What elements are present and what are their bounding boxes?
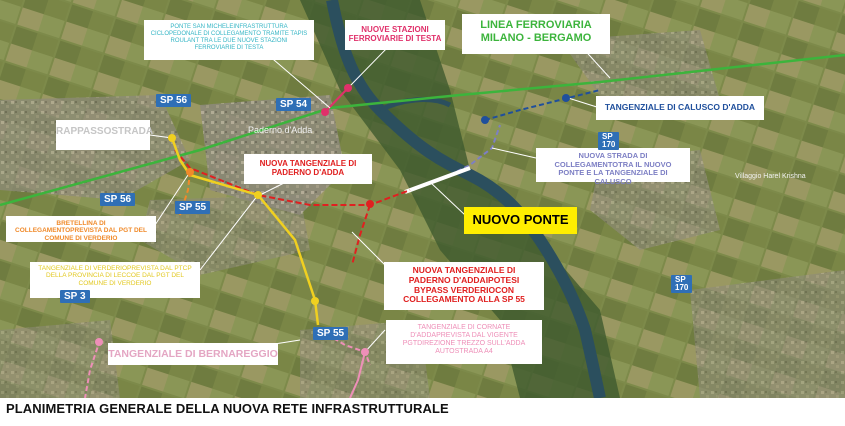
label-tangenziale-bernareggio: TANGENZIALE DI BERNAREGGIO: [108, 343, 278, 365]
label-nuova-strada: NUOVA STRADA DI COLLEGAMENTOTRA IL NUOVO PONTE E LA TANGENZIALE DI CALUSCO: [536, 148, 690, 182]
map-caption: PLANIMETRIA GENERALE DELLA NUOVA RETE INFRASTRUTTURALE: [6, 401, 449, 416]
label-tangenziale-verderio: TANGENZIALE DI VERDERIOPREVISTA DAL PTCP DELLA PROVINCIA DI LECCOE DAL PGT DEL COMUNE DI VERDERIO: [30, 262, 200, 298]
station-dot-1: [321, 108, 329, 116]
verderio-junction-dot: [254, 191, 262, 199]
verderio-start-dot: [168, 134, 176, 142]
verderio-end-dot: [311, 297, 319, 305]
place-paderno: Paderno d'Adda: [248, 125, 313, 135]
place-villaggio: Villaggio Harel Krishna: [735, 173, 806, 180]
badge-sp55-left: SP 55: [175, 201, 210, 214]
badge-sp170-right: SP 170: [671, 275, 692, 293]
badge-sp170-top: SP 170: [598, 132, 619, 150]
label-linea-ferroviaria: LINEA FERROVIARIA MILANO - BERGAMO: [462, 14, 610, 54]
label-nuova-tangenziale-paderno: NUOVA TANGENZIALE DI PADERNO D'ADDA: [244, 154, 372, 184]
label-nuova-tangenziale-paderno-bypass: NUOVA TANGENZIALE DI PADERNO D'ADDAIPOTESI BYPASS VERDERIOCON COLLEGAMENTO ALLA SP 55: [384, 262, 544, 310]
label-nuovo-ponte: NUOVO PONTE: [464, 207, 577, 234]
calusco-dot-1: [481, 116, 489, 124]
badge-sp3: SP 3: [60, 290, 90, 303]
paderno-junction-dot: [366, 200, 374, 208]
bretellina-dot: [186, 168, 194, 176]
label-tangenziale-calusco: TANGENZIALE DI CALUSCO D'ADDA: [596, 96, 764, 120]
badge-sp54: SP 54: [276, 98, 311, 111]
station-dot-2: [344, 84, 352, 92]
badge-sp56-mid: SP 56: [100, 193, 135, 206]
collegamento-route: [450, 125, 500, 175]
calusco-route: [485, 90, 600, 120]
badge-sp55-bottom: SP 55: [313, 327, 348, 340]
label-nuove-stazioni: NUOVE STAZIONI FERROVIARIE DI TESTA: [345, 20, 445, 50]
cornate-dot: [361, 348, 369, 356]
label-tangenziale-cornate: TANGENZIALE DI CORNATE D'ADDAPREVISTA DAL VIGENTE PGTDIREZIONE TREZZO SULL'ADDA AUTOSTRADA A4: [386, 320, 542, 364]
label-ponte-san-michele: PONTE SAN MICHELEINFRASTRUTTURA CICLOPEDONALE DI COLLEGAMENTO TRAMITE TAPIS ROULANT TRA LE DUE NUOVE STAZIONI FERROVIARIE DI TESTA: [144, 20, 314, 60]
badge-sp56-top: SP 56: [156, 94, 191, 107]
label-rappassostrada: RAPPASSOSTRADA: [56, 120, 150, 150]
bernareggio-dot: [95, 338, 103, 346]
label-bretellina: BRETELLINA DI COLLEGAMENTOPREVISTA DAL PGT DEL COMUNE DI VERDERIO: [6, 216, 156, 242]
calusco-dot-2: [562, 94, 570, 102]
